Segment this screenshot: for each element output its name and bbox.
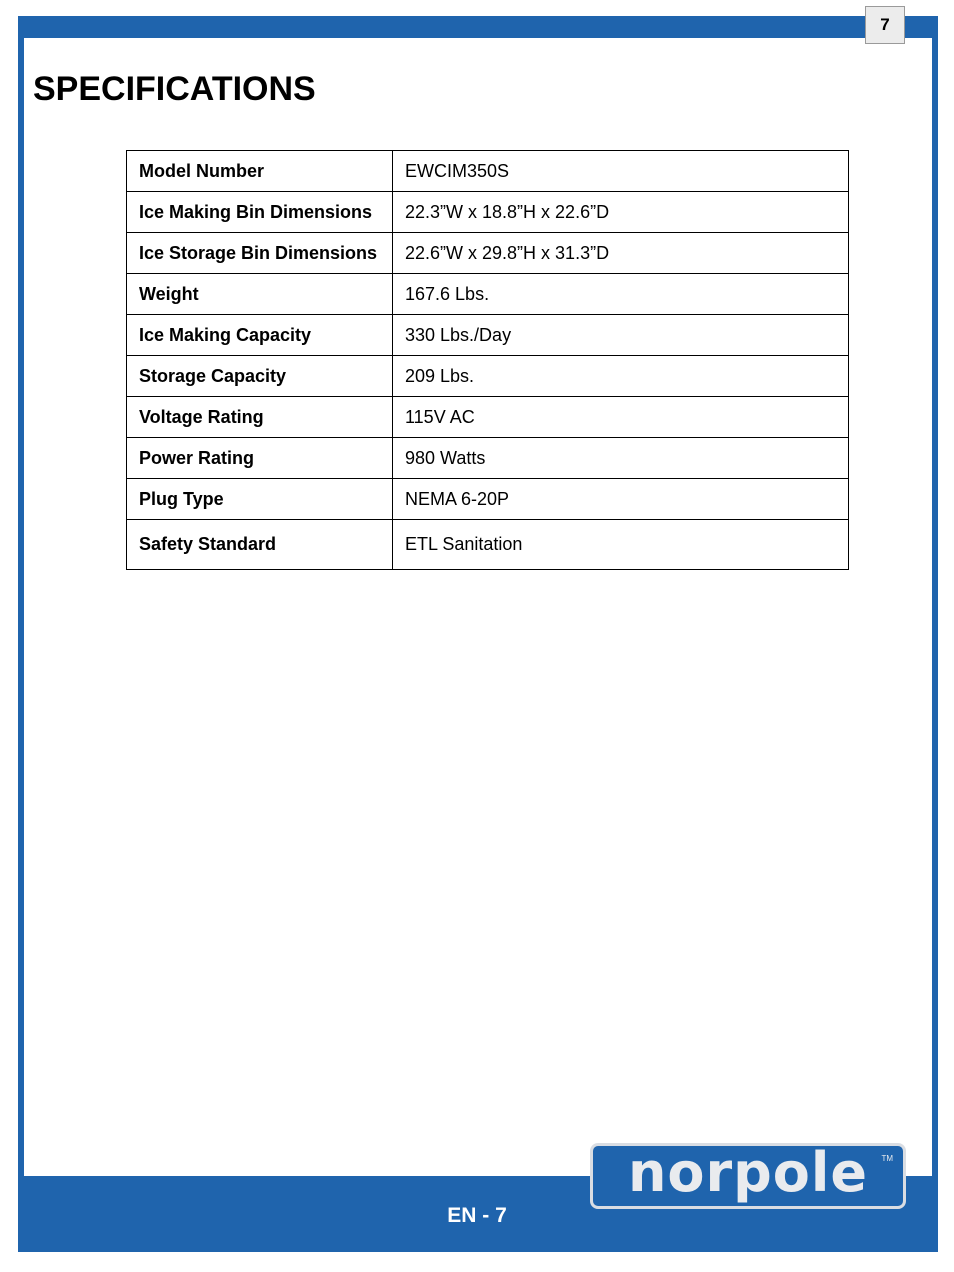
spec-value: 167.6 Lbs. bbox=[393, 274, 849, 315]
spec-label: Storage Capacity bbox=[127, 356, 393, 397]
table-row bbox=[127, 151, 849, 192]
norpole-logo bbox=[590, 1143, 906, 1209]
spec-label: Power Rating bbox=[127, 438, 393, 479]
spec-label: Ice Making Capacity bbox=[127, 315, 393, 356]
spec-label: Ice Storage Bin Dimensions bbox=[127, 233, 393, 274]
spec-value: 980 Watts bbox=[393, 438, 849, 479]
spec-value: 22.6”W x 29.8”H x 31.3”D bbox=[393, 233, 849, 274]
spec-label: Voltage Rating bbox=[127, 397, 393, 438]
spec-value: NEMA 6-20P bbox=[393, 479, 849, 520]
spec-label: Weight bbox=[127, 274, 393, 315]
logo-wordmark: norpole bbox=[627, 1141, 869, 1204]
spec-label: Ice Making Bin Dimensions bbox=[127, 192, 393, 233]
page-number-tab: 7 bbox=[865, 6, 905, 44]
table-row bbox=[127, 520, 849, 570]
page-title: SPECIFICATIONS bbox=[33, 70, 316, 108]
spec-value: 330 Lbs./Day bbox=[393, 315, 849, 356]
spec-value: EWCIM350S bbox=[393, 151, 849, 192]
spec-label: Model Number bbox=[127, 151, 393, 192]
specifications-table bbox=[126, 150, 849, 570]
spec-label: Safety Standard bbox=[127, 520, 393, 570]
spec-value: 209 Lbs. bbox=[393, 356, 849, 397]
trademark-mark: TM bbox=[881, 1154, 893, 1163]
spec-label: Plug Type bbox=[127, 479, 393, 520]
table-row bbox=[127, 397, 849, 438]
spec-value: ETL Sanitation bbox=[393, 520, 849, 570]
footer-page-label: EN - 7 bbox=[447, 1204, 507, 1227]
table-row bbox=[127, 315, 849, 356]
spec-value: 22.3”W x 18.8”H x 22.6”D bbox=[393, 192, 849, 233]
table-row bbox=[127, 438, 849, 479]
table-row bbox=[127, 479, 849, 520]
table-row bbox=[127, 274, 849, 315]
spec-value: 115V AC bbox=[393, 397, 849, 438]
table-row bbox=[127, 233, 849, 274]
table-row bbox=[127, 356, 849, 397]
table-row bbox=[127, 192, 849, 233]
